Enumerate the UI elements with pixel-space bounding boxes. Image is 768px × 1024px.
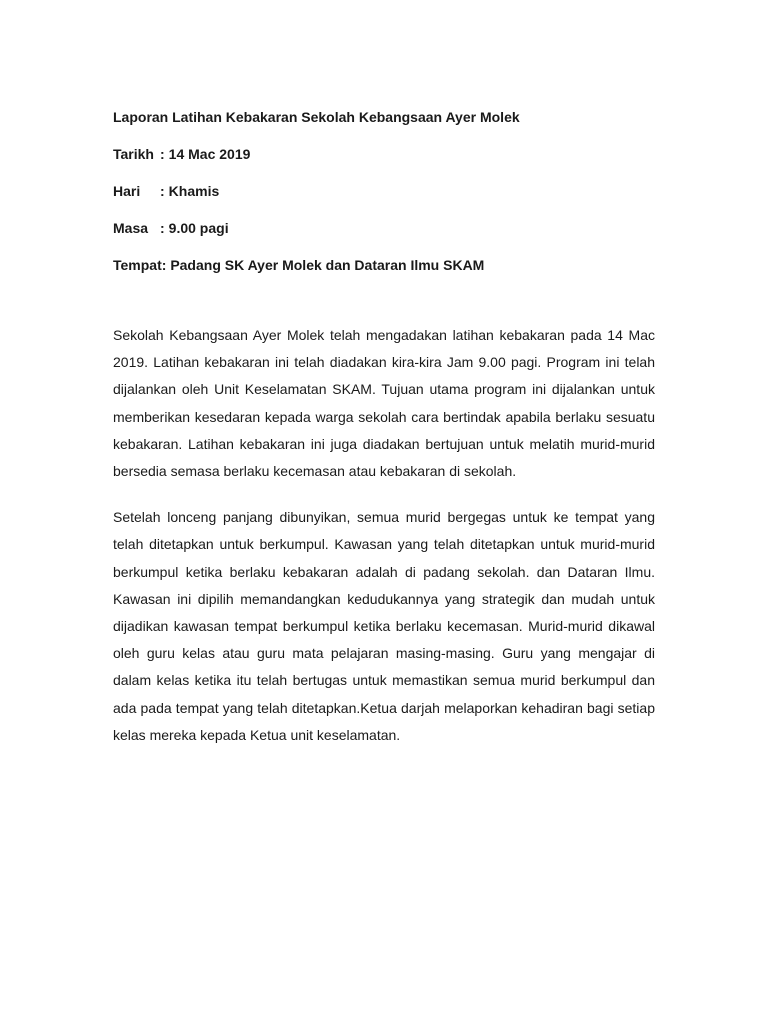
date-field <box>113 145 655 163</box>
document-page <box>113 108 655 768</box>
day-separator: : <box>160 183 165 199</box>
time-separator: : <box>160 220 165 236</box>
report-header <box>113 108 655 274</box>
day-value: Khamis <box>168 183 220 199</box>
time-value: 9.00 pagi <box>168 220 229 236</box>
paragraph-2: Setelah lonceng panjang dibunyikan, semua murid bergegas untuk ke tempat yang telah ditetapkan untuk berkumpul. Kawasan yang telah ditetapkan untuk murid-murid berkumpul ketika berlaku kebakaran adalah di padang sekolah. dan Dataran Ilmu. Kawasan ini dipilih memandangkan kedudukannya yang strategik dan mudah untuk dijadikan kawasan tempat berkumpul ketika berlaku kecemasan. Murid-murid dikawal oleh guru kelas atau guru mata pelajaran masing-masing. Guru yang mengajar di dalam kelas ketika itu telah bertugas untuk memastikan semua murid berkumpul dan ada pada tempat yang telah ditetapkan.Ketua darjah melaporkan kehadiran bagi setiap kelas mereka kepada Ketua unit keselamatan. <box>113 509 655 743</box>
time-label: Masa <box>113 220 149 236</box>
place-value: Padang SK Ayer Molek dan Dataran Ilmu SKAM <box>170 257 485 273</box>
place-label: Tempat: <box>113 257 167 273</box>
paragraph-1: Sekolah Kebangsaan Ayer Molek telah mengadakan latihan kebakaran pada 14 Mac 2019. Latihan kebakaran ini telah diadakan kira-kira Jam 9.00 pagi. Program ini telah dijalankan oleh Unit Keselamatan SKAM. Tujuan utama program ini dijalankan untuk memberikan kesedaran kepada warga sekolah cara bertindak apabila berlaku sesuatu kebakaran. Latihan kebakaran ini juga diadakan bertujuan untuk melatih murid-murid bersedia semasa berlaku kecemasan atau kebakaran di sekolah. <box>113 327 655 480</box>
time-field <box>113 219 655 237</box>
date-separator: : <box>160 146 165 162</box>
date-value: 14 Mac 2019 <box>168 146 251 162</box>
report-title: Laporan Latihan Kebakaran Sekolah Kebangsaan Ayer Molek <box>113 109 520 125</box>
day-field <box>113 182 655 200</box>
date-label: Tarikh <box>113 146 154 162</box>
place-field <box>113 256 655 274</box>
report-body <box>113 322 655 749</box>
day-label: Hari <box>113 183 141 199</box>
